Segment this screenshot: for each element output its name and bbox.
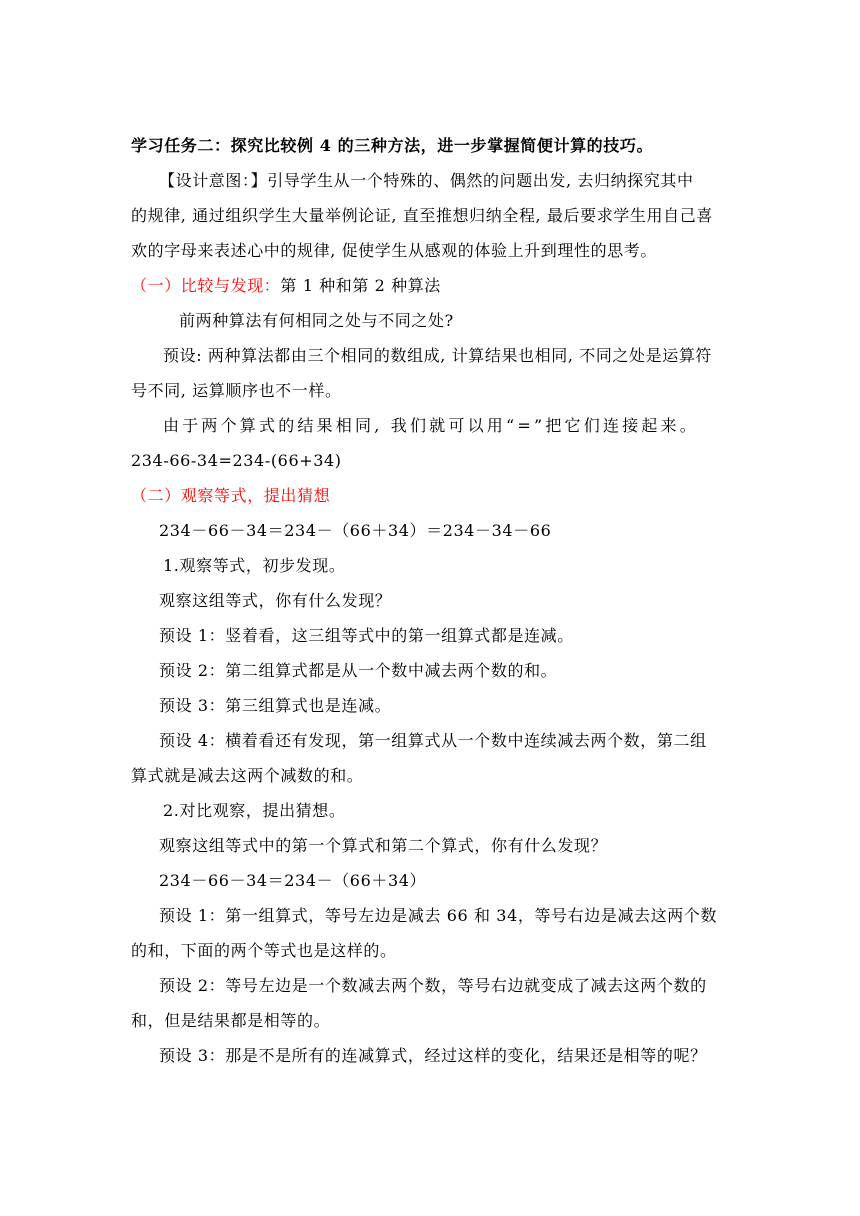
section2-preset-2: 预设 2：第二组算式都是从一个数中减去两个数的和。: [159, 661, 558, 680]
task-title: 学习任务二：探究比较例 4 的三种方法，进一步掌握简便计算的技巧。: [131, 136, 654, 155]
section2-q1-line-2: 的和，下面的两个等式也是这样的。: [131, 941, 397, 960]
section2-heading: （二）观察等式，提出猜想: [131, 486, 331, 505]
section2-q1-line-1: 预设 1：第一组算式，等号左边是减去 66 和 34，等号右边是减去这两个数: [159, 906, 718, 925]
section2-q2-line-1: 预设 2：等号左边是一个数减去两个数，等号右边就变成了减去这两个数的: [159, 976, 707, 995]
section2-ask-2: 观察这组等式中的第一个算式和第二个算式，你有什么发现？: [159, 836, 608, 855]
section2-step-2: 2.对比观察，提出猜想。: [163, 801, 346, 820]
section1-connect-line-1: 由于两个算式的结果相同, 我们就可以用“=”把它们连接起来。: [163, 416, 699, 435]
section1-heading: [131, 268, 731, 303]
section1-heading-label: （一）比较与发现：: [131, 276, 281, 295]
section1-question: 前两种算法有何相同之处与不同之处?: [179, 311, 454, 330]
document-body: [131, 128, 731, 1073]
section2-equation-2: 234－66－34＝234－（66＋34）: [159, 871, 427, 890]
section2-preset-3: 预设 3：第三组算式也是连减。: [159, 696, 392, 715]
design-intent-line-3: 欢的字母来表述心中的规律, 促使学生从感观的体验上升到理性的思考。: [131, 241, 657, 260]
section2-preset-4-line-2: 算式就是减去这两个减数的和。: [131, 766, 364, 785]
section1-connect-line-2: 234-66-34=234-(66+34): [131, 451, 342, 470]
section2-equation: 234－66－34＝234－（66＋34）＝234－34－66: [159, 521, 552, 540]
section2-q2-line-2: 和，但是结果都是相等的。: [131, 1011, 331, 1030]
design-intent-line-2: 的规律, 通过组织学生大量举例论证, 直至推想归纳全程, 最后要求学生用自己喜: [131, 206, 713, 225]
section1-preset-line-2: 号不同, 运算顺序也不一样。: [131, 381, 342, 400]
section2-preset-1: 预设 1：竖着看，这三组等式中的第一组算式都是连减。: [159, 626, 574, 645]
section2-ask-1: 观察这组等式，你有什么发现？: [159, 591, 392, 610]
section2-preset-4-line-1: 预设 4：横着看还有发现，第一组算式从一个数中连续减去两个数，第二组: [159, 731, 707, 750]
section1-preset-line-1: 预设: 两种算法都由三个相同的数组成, 计算结果也相同, 不同之处是运算符: [163, 346, 713, 365]
design-intent-line-1: 【设计意图：】引导学生从一个特殊的、偶然的问题出发, 去归纳探究其中: [159, 171, 694, 190]
section1-heading-text: 第 1 种和第 2 种算法: [280, 276, 441, 295]
section2-q3: 预设 3：那是不是所有的连减算式，经过这样的变化，结果还是相等的呢？: [159, 1046, 707, 1065]
section2-step-1: 1.观察等式，初步发现。: [163, 556, 346, 575]
